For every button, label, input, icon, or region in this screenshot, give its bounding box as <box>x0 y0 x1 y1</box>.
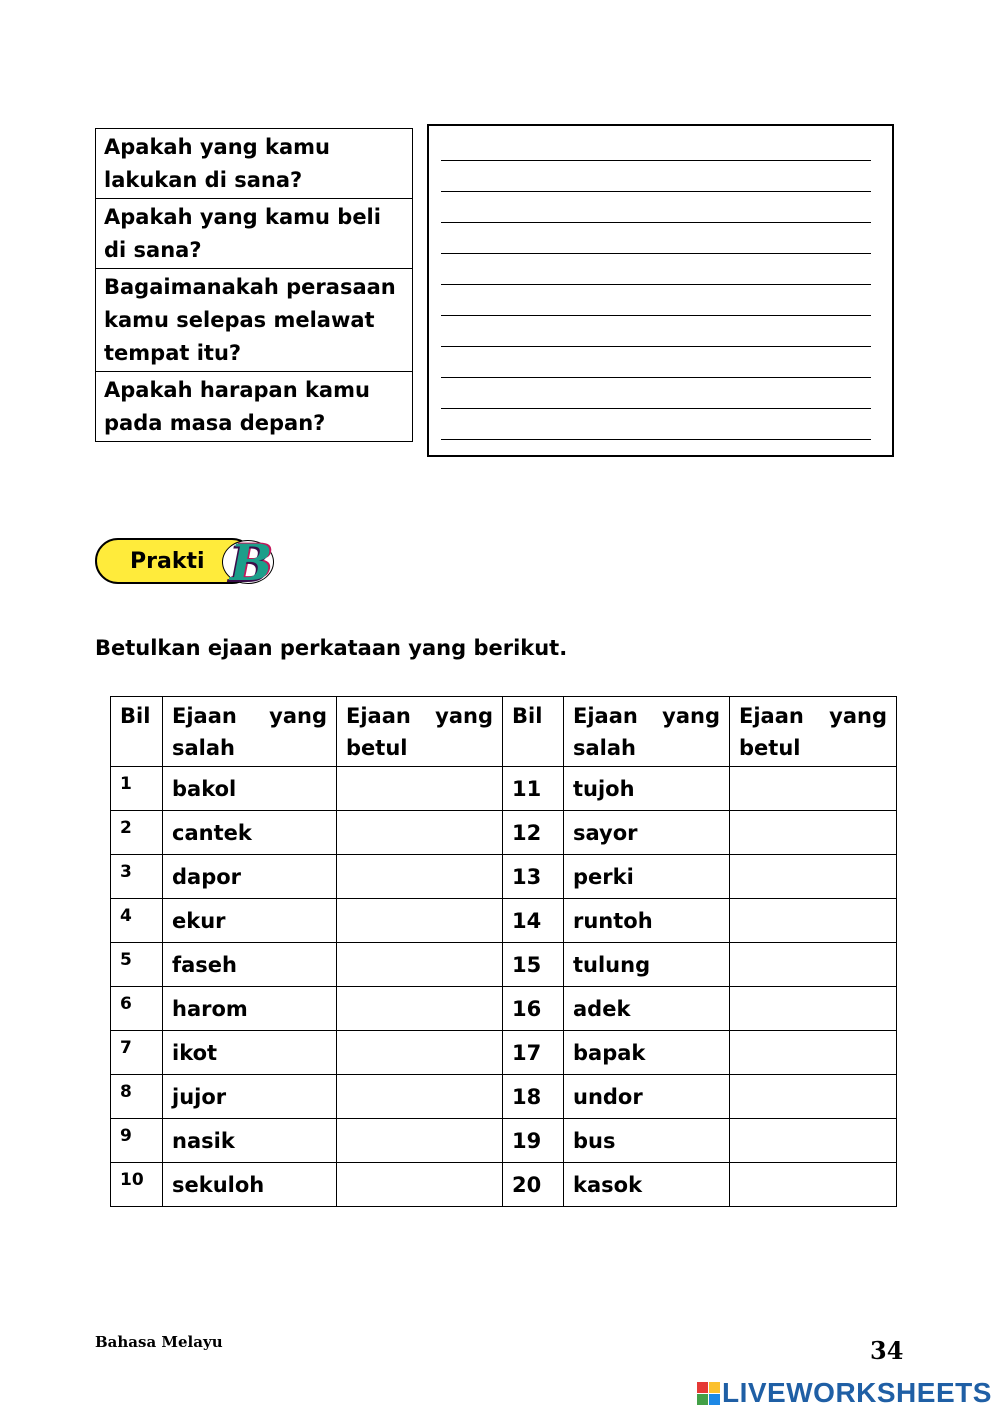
table-row <box>111 855 897 899</box>
answer-line[interactable] <box>441 315 871 316</box>
question-cell: Bagaimanakah perasaan kamu selepas melawat tempat itu? <box>96 269 413 372</box>
answer-line[interactable] <box>441 284 871 285</box>
answer-cell[interactable] <box>337 1119 503 1163</box>
table-row <box>111 1119 897 1163</box>
row-number: 1 <box>111 767 163 811</box>
answer-cell[interactable] <box>337 811 503 855</box>
answer-cell[interactable] <box>730 987 897 1031</box>
header-wrong: Ejaan yang salah <box>564 697 730 767</box>
wrong-spelling: tujoh <box>564 767 730 811</box>
wrong-spelling: undor <box>564 1075 730 1119</box>
answer-line[interactable] <box>441 439 871 440</box>
row-number: 7 <box>111 1031 163 1075</box>
row-number: 11 <box>503 767 564 811</box>
wrong-spelling: faseh <box>163 943 337 987</box>
badge-letter: B <box>230 533 273 592</box>
wrong-spelling: dapor <box>163 855 337 899</box>
answer-cell[interactable] <box>730 1163 897 1207</box>
answer-cell[interactable] <box>730 855 897 899</box>
wrong-spelling: sayor <box>564 811 730 855</box>
answer-cell[interactable] <box>337 855 503 899</box>
table-header-row <box>111 697 897 767</box>
logo-square-red <box>697 1382 708 1393</box>
question-cell: Apakah harapan kamu pada masa depan? <box>96 372 413 442</box>
wrong-spelling: sekuloh <box>163 1163 337 1207</box>
header-correct: Ejaan yang betul <box>337 697 503 767</box>
row-number: 20 <box>503 1163 564 1207</box>
row-number: 19 <box>503 1119 564 1163</box>
logo-square-yellow <box>709 1382 720 1393</box>
wrong-spelling: cantek <box>163 811 337 855</box>
wrong-spelling: bapak <box>564 1031 730 1075</box>
table-row <box>111 1075 897 1119</box>
answer-cell[interactable] <box>337 1031 503 1075</box>
answer-cell[interactable] <box>730 899 897 943</box>
answer-line[interactable] <box>441 253 871 254</box>
question-table <box>95 128 413 442</box>
question-row <box>96 372 413 442</box>
question-row <box>96 129 413 199</box>
row-number: 17 <box>503 1031 564 1075</box>
row-number: 9 <box>111 1119 163 1163</box>
liveworksheets-watermark: LIVEWORKSHEETS <box>722 1377 992 1408</box>
answer-cell[interactable] <box>337 899 503 943</box>
row-number: 8 <box>111 1075 163 1119</box>
row-number: 13 <box>503 855 564 899</box>
header-correct: Ejaan yang betul <box>730 697 897 767</box>
header-bil: Bil <box>111 697 163 767</box>
wrong-spelling: perki <box>564 855 730 899</box>
wrong-spelling: jujor <box>163 1075 337 1119</box>
wrong-spelling: bakol <box>163 767 337 811</box>
answer-cell[interactable] <box>730 1031 897 1075</box>
table-row <box>111 987 897 1031</box>
row-number: 16 <box>503 987 564 1031</box>
answer-cell[interactable] <box>337 1075 503 1119</box>
answer-cell[interactable] <box>337 943 503 987</box>
table-row <box>111 1163 897 1207</box>
wrong-spelling: kasok <box>564 1163 730 1207</box>
row-number: 6 <box>111 987 163 1031</box>
answer-line[interactable] <box>441 160 871 161</box>
wrong-spelling: nasik <box>163 1119 337 1163</box>
row-number: 14 <box>503 899 564 943</box>
header-wrong: Ejaan yang salah <box>163 697 337 767</box>
wrong-spelling: harom <box>163 987 337 1031</box>
subject-footer: Bahasa Melayu <box>95 1333 223 1351</box>
question-row <box>96 269 413 372</box>
table-row <box>111 811 897 855</box>
table-row <box>111 943 897 987</box>
answer-cell[interactable] <box>337 767 503 811</box>
header-bil: Bil <box>503 697 564 767</box>
question-row <box>96 199 413 269</box>
table-row <box>111 767 897 811</box>
spelling-table <box>110 696 897 1207</box>
answer-cell[interactable] <box>730 1075 897 1119</box>
logo-square-green <box>697 1394 708 1405</box>
answer-cell[interactable] <box>730 1119 897 1163</box>
answer-line[interactable] <box>441 346 871 347</box>
row-number: 12 <box>503 811 564 855</box>
wrong-spelling: ekur <box>163 899 337 943</box>
question-cell: Apakah yang kamu lakukan di sana? <box>96 129 413 199</box>
answer-line[interactable] <box>441 191 871 192</box>
answer-cell[interactable] <box>730 943 897 987</box>
row-number: 18 <box>503 1075 564 1119</box>
row-number: 5 <box>111 943 163 987</box>
wrong-spelling: runtoh <box>564 899 730 943</box>
row-number: 2 <box>111 811 163 855</box>
row-number: 3 <box>111 855 163 899</box>
wrong-spelling: bus <box>564 1119 730 1163</box>
answer-box <box>427 124 894 457</box>
wrong-spelling: adek <box>564 987 730 1031</box>
answer-line[interactable] <box>441 408 871 409</box>
answer-cell[interactable] <box>337 1163 503 1207</box>
answer-cell[interactable] <box>730 811 897 855</box>
logo-square-blue <box>709 1394 720 1405</box>
table-row <box>111 899 897 943</box>
question-cell: Apakah yang kamu beli di sana? <box>96 199 413 269</box>
answer-cell[interactable] <box>730 767 897 811</box>
instruction-text: Betulkan ejaan perkataan yang berikut. <box>95 636 568 660</box>
answer-line[interactable] <box>441 222 871 223</box>
answer-line[interactable] <box>441 377 871 378</box>
page-number: 34 <box>870 1336 904 1365</box>
answer-cell[interactable] <box>337 987 503 1031</box>
row-number: 10 <box>111 1163 163 1207</box>
table-row <box>111 1031 897 1075</box>
row-number: 4 <box>111 899 163 943</box>
row-number: 15 <box>503 943 564 987</box>
wrong-spelling: ikot <box>163 1031 337 1075</box>
liveworksheets-logo-icon <box>697 1382 721 1406</box>
praktis-label: Prakti <box>130 549 205 574</box>
wrong-spelling: tulung <box>564 943 730 987</box>
